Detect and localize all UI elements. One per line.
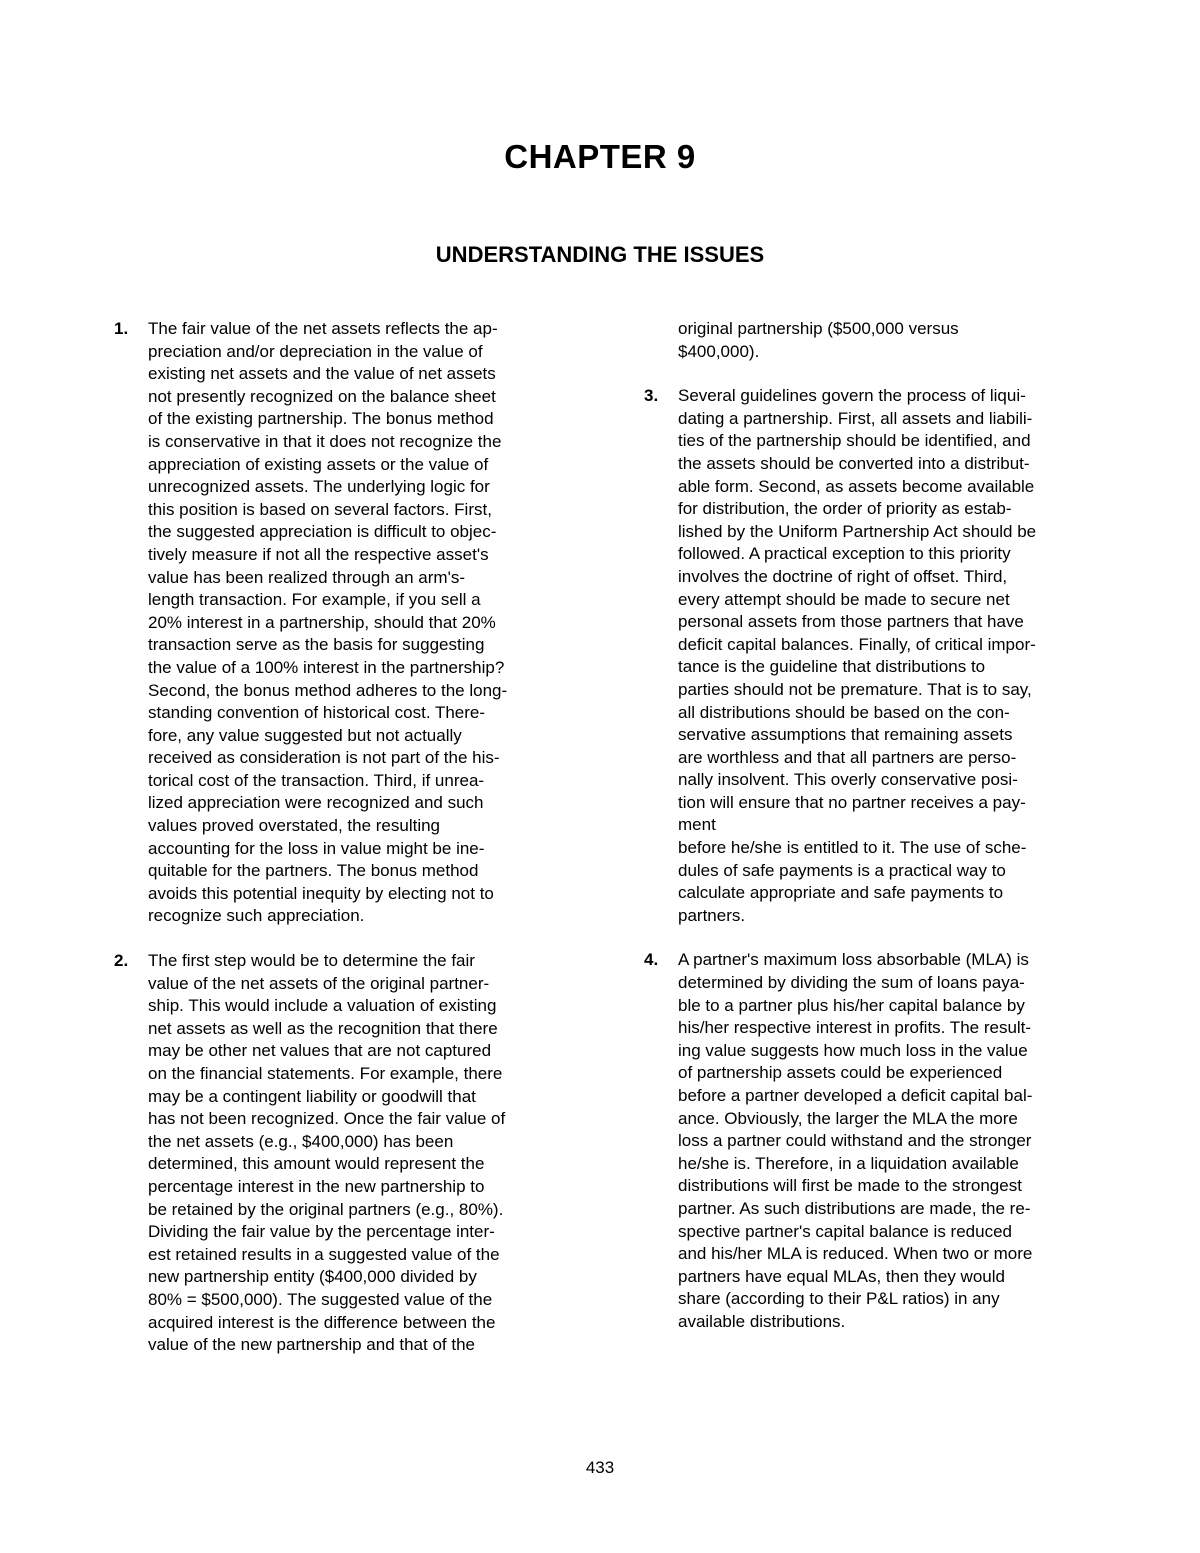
- section-title: UNDERSTANDING THE ISSUES: [435, 242, 765, 267]
- list-item: [114, 950, 564, 1357]
- list-item: [644, 385, 1094, 927]
- item-number: 4.: [644, 950, 659, 970]
- item-text: The fair value of the net assets reflects the ap- preciation and/or depreciation in the value of existing net assets and the value of net assets not presently recognized on the balance sheet of the existing partnership. The bonus method is conservative in that it does not recognize the appreciation of existing assets or the value of unrecognized assets. The underlying logic for this position is based on several factors. First, the suggested appreciation is difficult to objec- tively measure if not all the respective asset's value has been realized through an arm's- length transaction. For example, if you sell a 20% interest in a partnership, should that 20% transaction serve as the basis for suggesting the value of a 100% interest in the partnership? Second, the bonus method adheres to the long- standing convention of historical cost. There- fore, any value suggested but not actually received as consideration is not part of the his- torical cost of the transaction. Third, if unrea- lized appreciation were recognized and such values proved overstated, the resulting accounting for the loss in value might be ine- quitable for the partners. The bonus method avoids this potential inequity by electing not to recognize such appreciation.: [148, 319, 508, 926]
- item-text: A partner's maximum loss absorbable (MLA) is determined by dividing the sum of loans paya- ble to a partner plus his/her capital balance by his/her respective interest in profits. The result- ing value suggests how much loss in the value of partnership assets could be experienced before a partner developed a deficit capital bal- ance. Obviously, the larger the MLA the more loss a partner could withstand and the stronger he/she is. Therefore, in a liquidation available distributions will first be made to the strongest partner. As such distributions are made, the re- spective partner's capital balance is reduced and his/her MLA is reduced. When two or more partners have equal MLAs, then they would share (according to their P&L ratios) in any available distributions.: [678, 950, 1033, 1331]
- item-text: Several guidelines govern the process of liqui- dating a partnership. First, all assets and liabili- ties of the partnership should be identified, and the assets should be converted into a distribut- able form. Second, as assets become available for distribution, the order of priority as estab- lished by the Uniform Partnership Act should be followed. A practical exception to this priority involves the doctrine of right of offset. Third, every attempt should be made to secure net personal assets from those partners that have deficit capital balances. Finally, of critical impor- tance is the guideline that distributions to parties should not be premature. That is to say, all distributions should be based on the con- servative assumptions that remaining assets are worthless and that all partners are perso- nally insolvent. This overly conservative posi- tion will ensure that no partner receives a pay- ment before he/she is entitled to it. The use of sche- dules of safe payments is a practical way to calculate appropriate and safe payments to partners.: [678, 386, 1037, 925]
- page-number: 433: [585, 1458, 615, 1477]
- item-text: The first step would be to determine the fair value of the net assets of the original partner- ship. This would include a valuation of existing net assets as well as the recognition that there may be other net values that are not captured on the financial statements. For example, there may be a contingent liability or goodwill that has not been recognized. Once the fair value of the net assets (e.g., $400,000) has been determined, this amount would represent the percentage interest in the new partnership to be retained by the original partners (e.g., 80%). Dividing the fair value by the percentage inter- est retained results in a suggested value of the new partnership entity ($400,000 divided by 80% = $500,000). The suggested value of the acquired interest is the difference between the value of the new partnership and that of the: [148, 951, 506, 1355]
- right-column: [644, 318, 1094, 1356]
- item-number: 1.: [114, 319, 129, 338]
- list-item: [644, 949, 1094, 1333]
- item-number: 2.: [114, 951, 129, 971]
- item-text-continued: original partnership ($500,000 versus $400,000).: [678, 319, 959, 361]
- left-column: [114, 318, 564, 1379]
- item-number: 3.: [644, 386, 659, 406]
- list-item: [114, 318, 564, 928]
- list-item-continuation: [644, 318, 1094, 363]
- chapter-title: CHAPTER 9: [504, 138, 696, 175]
